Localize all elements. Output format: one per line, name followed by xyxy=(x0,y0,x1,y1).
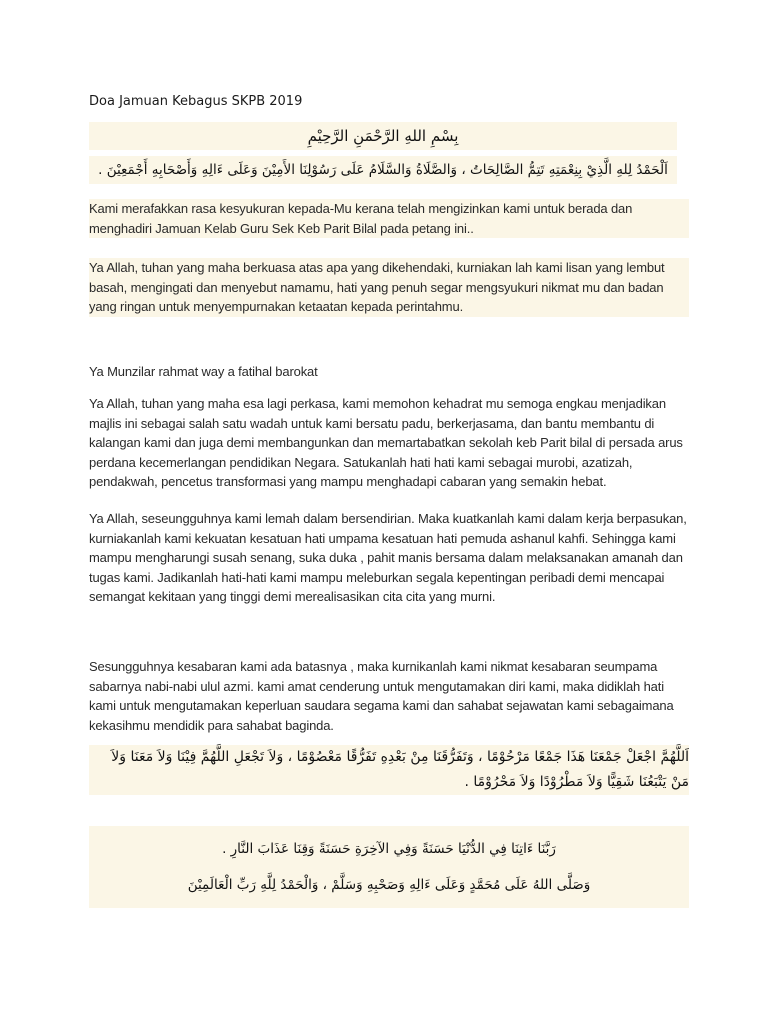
salawat-text: وَصَلَّى اللهُ عَلَى مُحَمَّدٍ وَعَلَى ءَالِهِ وَصَحْبِهِ وَسَلَّمْ ، وَالْحَمْدُ لِلَّهِ رَبِّ الْعَالَمِيْنَ xyxy=(187,877,591,893)
paragraph-kekuatan: Ya Allah, seseungguhnya kami lemah dalam bersendirian. Maka kuatkanlah kami dalam kerja berpasukan, kurniakanlah kami kekuatan kesatuan hati umpama kesatuan hati pemuda ashanul kahfi. Sehingga kami mampu mengharungi susah senang, suka duka , pahit manis bersama dalam melaksanakan amanah dan tugas kami. Jadikanlah hati-hati kami mampu meleburkan segala kepentingan peribadi demi mencapai semangat kekitaan yang tinggi demi merealisasikan cita cita yang murni. xyxy=(89,511,687,604)
hamdalah-text: اَلْحَمْدُ لِلهِ الَّذِيْ بِنِعْمَتِهِ تَتِمُّ الصَّالِحَاتُ ، وَالصَّلَاةُ وَالسَّلَامُ عَلَى رَسُوْلِنَا الأَمِيْنَ وَعَلَى ءَالِهِ وَأَصْحَابِهِ أَجْمَعِيْنَ . xyxy=(89,156,677,184)
arabic-doa-text: اَللَّهُمَّ اجْعَلْ جَمْعَنَا هَذَا جَمْعًا مَرْحُوْمًا ، وَتَفَرُّقَنَا مِنْ بَعْدِهِ تَفَرُّقًا مَعْصُوْمًا ، وَلاَ تَجْعَلِ اللَّهُمَّ فِيْنَا وَلاَ مَعَنَا وَلاَ مَنْ يَتْبَعُنَا شَقِيًّا وَلاَ مَطْرُوْدًا وَلاَ مَحْرُوْمًا . xyxy=(89,745,689,795)
paragraph-lisan: Ya Allah, tuhan yang maha berkuasa atas apa yang dikehendaki, kurniakan lah kami lisan yang lembut basah, mengingati dan menyebut namamu, hati yang penuh segar mengsyukuri nikmat mu dan badan yang ringan untuk menyempurnakan ketaatan kepada perintahmu. xyxy=(89,258,689,317)
paragraph-majlis: Ya Allah, tuhan yang maha esa lagi perkasa, kami memohon kehadrat mu semoga engkau menjadikan majlis ini sebagai salah satu wadah untuk kami bersatu padu, berkerjasama, dan bantu membantu di kalangan kami dan juga demi membangunkan dan memartabatkan sekolah keb Parit bilal di persada arus perdana kecemerlangan pendidikan Negara. Satukanlah hati hati kami sebagai murobi, azatizah, pendakwah, pencetus transformasi yang mampu menghadapi cabaran yang semakin hebat. xyxy=(89,396,683,489)
paragraph-munzil: Ya Munzilar rahmat way a fatihal barokat xyxy=(89,364,318,379)
paragraph-kesabaran: Sesungguhnya kesabaran kami ada batasnya , maka kurnikanlah kami nikmat kesabaran seumpama sabarnya nabi-nabi ulul azmi. kami amat cenderung untuk mengutamakan diri kami, maka didiklah hati kami untuk mengutamakan keperluan saudara segama kami dan sahabat sejawatan kami sebagaimana kekasihmu mendidik para sahabat baginda. xyxy=(89,659,674,733)
paragraph-gratitude: Kami merafakkan rasa kesyukuran kepada-Mu kerana telah mengizinkan kami untuk berada dan menghadiri Jamuan Kelab Guru Sek Keb Parit Bilal pada petang ini.. xyxy=(89,199,689,238)
rabbana-text: رَبَّنَا ءَاتِنَا فِي الدُّنْيَا حَسَنَةً وَفِي الآخِرَةِ حَسَنَةً وَقِنَا عَذَابَ النَّارِ . xyxy=(222,841,556,857)
basmala-text: بِسْمِ اللهِ الرَّحْمَنِ الرَّحِيْمِ xyxy=(89,122,677,150)
document-title: Doa Jamuan Kebagus SKPB 2019 xyxy=(89,94,303,109)
